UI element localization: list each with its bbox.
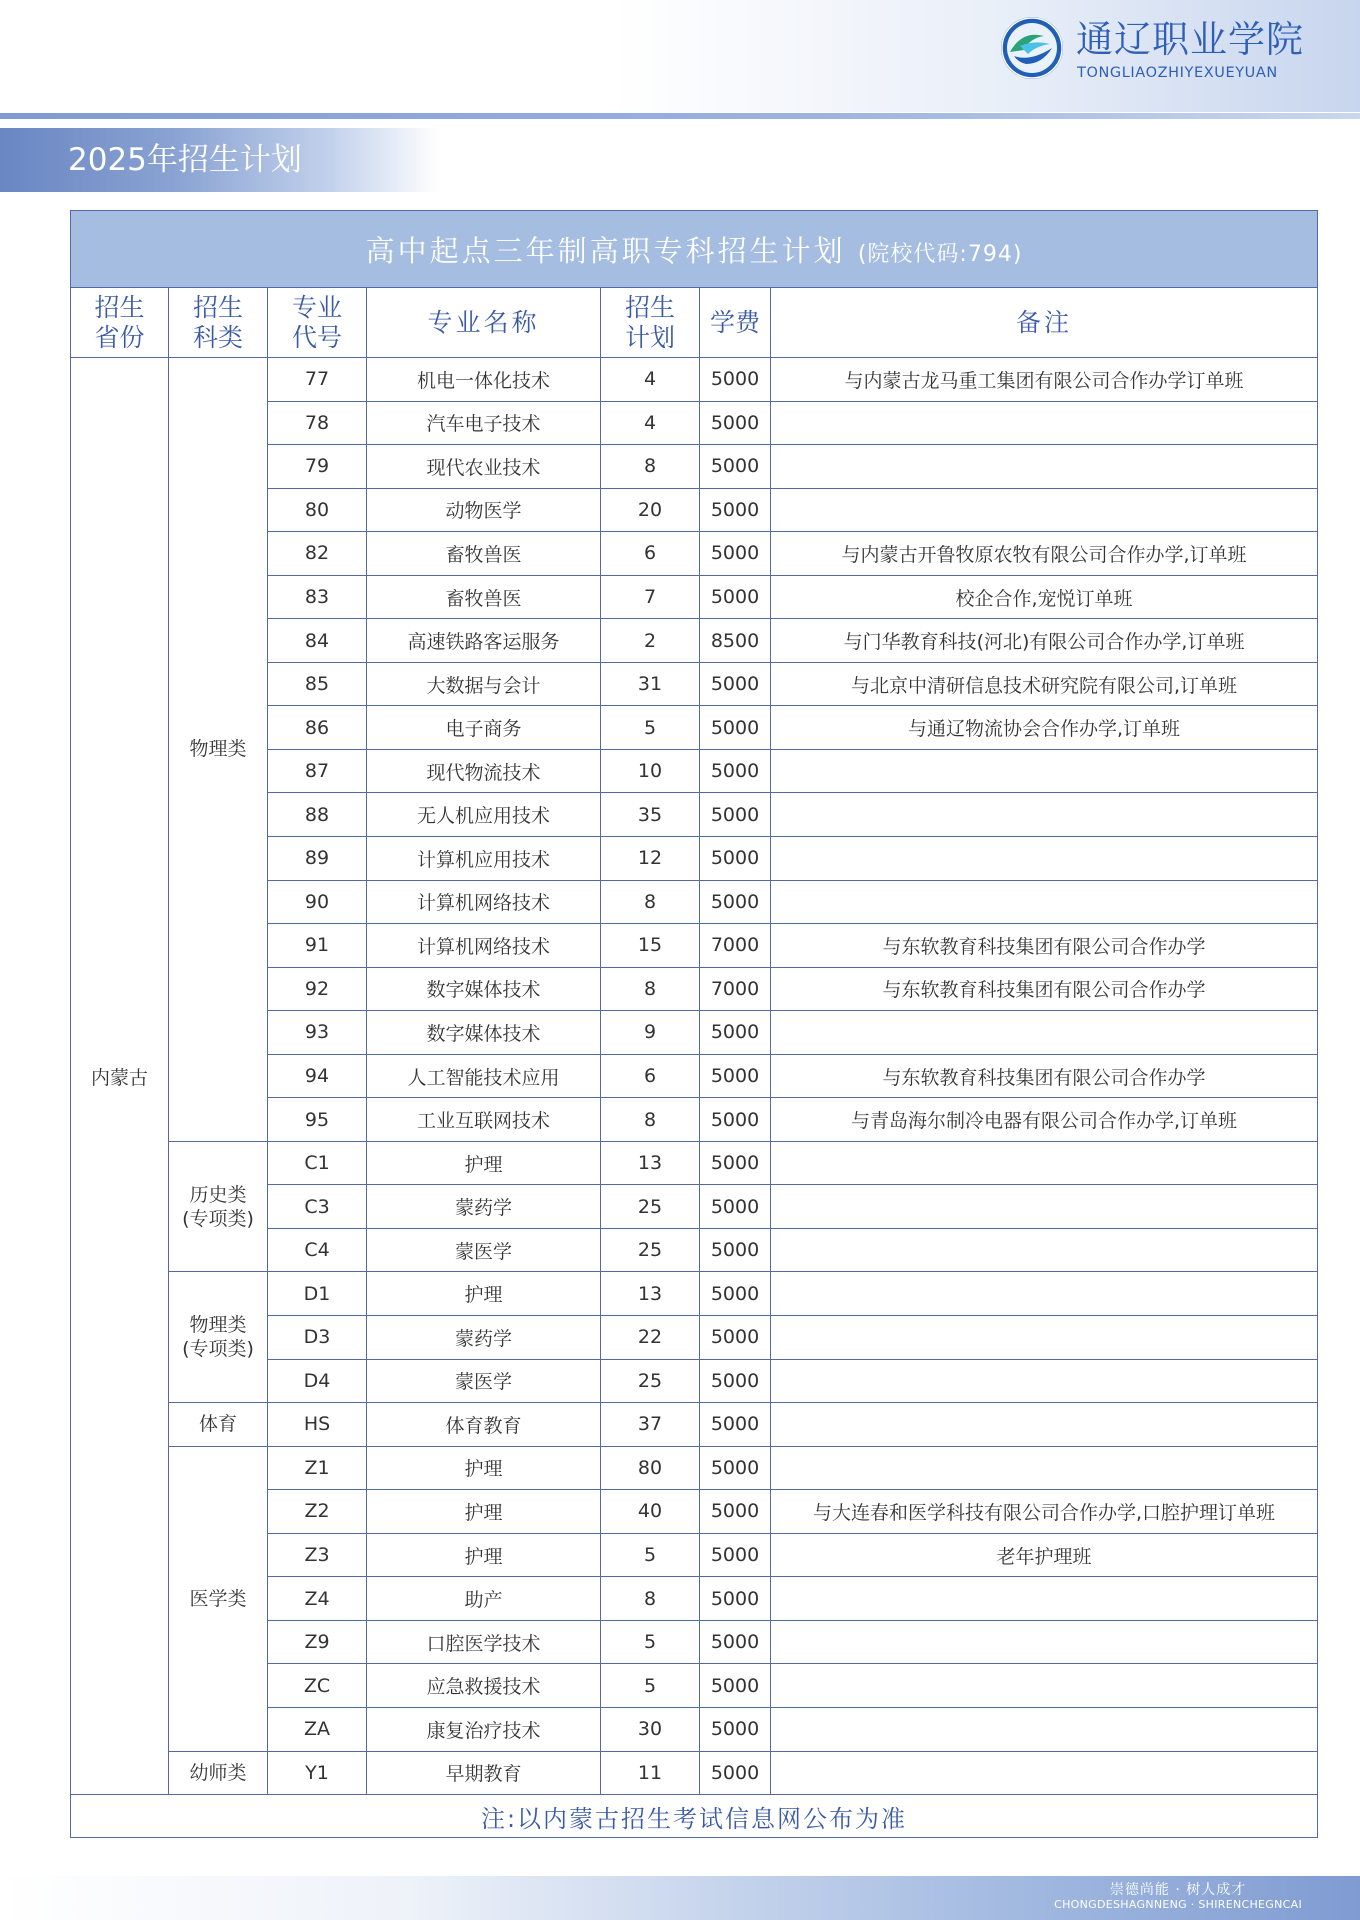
major-name-cell: 现代农业技术 [367,445,601,489]
major-code-cell: 92 [268,967,367,1011]
major-code-cell: Z1 [268,1446,367,1490]
tuition-cell: 7000 [700,967,771,1011]
major-code-cell: C4 [268,1228,367,1272]
tuition-cell: 5000 [700,401,771,445]
tuition-cell: 5000 [700,1533,771,1577]
major-name-cell: 康复治疗技术 [367,1707,601,1751]
tuition-cell: 5000 [700,1446,771,1490]
major-code-cell: ZA [268,1707,367,1751]
major-name-cell: 口腔医学技术 [367,1620,601,1664]
remark-cell [771,1359,1318,1403]
category-label: (专项类) [182,1207,254,1230]
header-plan-count: 招生计划 [601,288,700,358]
plan-count-cell: 9 [601,1011,700,1055]
table-row [71,358,1318,402]
major-name-cell: 蒙药学 [367,1316,601,1360]
major-code-cell: 84 [268,619,367,663]
tuition-cell: 5000 [700,1141,771,1185]
header-major-code: 专业代号 [268,288,367,358]
plan-count-cell: 12 [601,837,700,881]
remark-cell: 与大连春和医学科技有限公司合作办学,口腔护理订单班 [771,1490,1318,1534]
plan-count-cell: 13 [601,1272,700,1316]
plan-count-cell: 5 [601,1664,700,1708]
remark-cell [771,445,1318,489]
college-emblem-icon [1000,16,1064,80]
header-tuition: 学费 [700,288,771,358]
college-code-note: (院校代码:794) [857,241,1023,267]
tuition-cell: 8500 [700,619,771,663]
remark-cell [771,1446,1318,1490]
major-code-cell: D1 [268,1272,367,1316]
table-footnote: 注:以内蒙古招生考试信息网公布为准 [71,1795,1318,1838]
major-code-cell: Z9 [268,1620,367,1664]
plan-count-cell: 20 [601,488,700,532]
remark-cell [771,1707,1318,1751]
plan-count-cell: 40 [601,1490,700,1534]
major-code-cell: Y1 [268,1751,367,1795]
major-code-cell: ZC [268,1664,367,1708]
table-footnote-row [71,1795,1318,1838]
major-code-cell: 87 [268,749,367,793]
tuition-cell: 5000 [700,1751,771,1795]
tuition-cell: 5000 [700,793,771,837]
plan-count-cell: 8 [601,880,700,924]
plan-count-cell: 22 [601,1316,700,1360]
remark-cell [771,1577,1318,1621]
major-name-cell: 体育教育 [367,1403,601,1447]
major-code-cell: 91 [268,924,367,968]
remark-cell [771,1228,1318,1272]
remark-cell [771,1011,1318,1055]
tuition-cell: 7000 [700,924,771,968]
major-code-cell: 88 [268,793,367,837]
major-name-cell: 护理 [367,1533,601,1577]
plan-count-cell: 7 [601,575,700,619]
tuition-cell: 5000 [700,532,771,576]
major-code-cell: 80 [268,488,367,532]
major-code-cell: 94 [268,1054,367,1098]
plan-count-cell: 5 [601,706,700,750]
major-name-cell: 护理 [367,1141,601,1185]
plan-count-cell: 31 [601,662,700,706]
tuition-cell: 5000 [700,1228,771,1272]
major-name-cell: 应急救援技术 [367,1664,601,1708]
plan-count-cell: 15 [601,924,700,968]
major-name-cell: 工业互联网技术 [367,1098,601,1142]
category-cell [169,358,268,1142]
plan-count-cell: 8 [601,967,700,1011]
slogan-cn: 崇德尚能 · 树人成才 [1109,1882,1247,1898]
major-code-cell: 93 [268,1011,367,1055]
plan-count-cell: 25 [601,1359,700,1403]
major-name-cell: 护理 [367,1272,601,1316]
category-cell [169,1141,268,1272]
major-code-cell: Z4 [268,1577,367,1621]
header-major-name: 专业名称 [367,288,601,358]
category-label: 物理类 [189,1314,247,1337]
remark-cell [771,1664,1318,1708]
plan-count-cell: 5 [601,1620,700,1664]
remark-cell: 与东软教育科技集团有限公司合作办学 [771,924,1318,968]
tuition-cell: 5000 [700,1272,771,1316]
tuition-cell: 5000 [700,662,771,706]
major-name-cell: 护理 [367,1490,601,1534]
major-code-cell: 79 [268,445,367,489]
major-code-cell: 78 [268,401,367,445]
enrollment-plan-table [70,210,1318,1838]
remark-cell [771,401,1318,445]
major-name-cell: 动物医学 [367,488,601,532]
remark-cell [771,749,1318,793]
major-code-cell: 90 [268,880,367,924]
major-name-cell: 高速铁路客运服务 [367,619,601,663]
plan-count-cell: 6 [601,1054,700,1098]
tuition-cell: 5000 [700,1664,771,1708]
plan-count-cell: 13 [601,1141,700,1185]
category-label: (专项类) [182,1338,254,1361]
category-cell [169,1403,268,1447]
remark-cell [771,880,1318,924]
major-name-cell: 电子商务 [367,706,601,750]
category-label: 物理类 [189,738,247,761]
category-cell [169,1272,268,1403]
tuition-cell: 5000 [700,358,771,402]
category-cell [169,1751,268,1795]
major-code-cell: Z2 [268,1490,367,1534]
remark-cell: 与内蒙古开鲁牧原农牧有限公司合作办学,订单班 [771,532,1318,576]
category-label: 历史类 [189,1183,247,1206]
footer-slogan [1054,1882,1302,1911]
tuition-cell: 5000 [700,1620,771,1664]
tuition-cell: 5000 [700,1185,771,1229]
remark-cell [771,1620,1318,1664]
remark-cell: 校企合作,宠悦订单班 [771,575,1318,619]
remark-cell [771,1185,1318,1229]
major-name-cell: 数字媒体技术 [367,1011,601,1055]
major-name-cell: 蒙药学 [367,1185,601,1229]
major-code-cell: C1 [268,1141,367,1185]
major-code-cell: 77 [268,358,367,402]
remark-cell [771,1403,1318,1447]
major-code-cell: D4 [268,1359,367,1403]
plan-count-cell: 2 [601,619,700,663]
tuition-cell: 5000 [700,1054,771,1098]
major-name-cell: 人工智能技术应用 [367,1054,601,1098]
table-title [71,211,1318,288]
plan-count-cell: 30 [601,1707,700,1751]
plan-count-cell: 8 [601,445,700,489]
tuition-cell: 5000 [700,1577,771,1621]
table-row [71,1272,1318,1316]
tuition-cell: 5000 [700,1490,771,1534]
slogan-en: CHONGDESHAGNNENG · SHIRENCHEGNCAI [1054,1898,1302,1911]
major-name-cell: 蒙医学 [367,1359,601,1403]
remark-cell: 与内蒙古龙马重工集团有限公司合作办学订单班 [771,358,1318,402]
tuition-cell: 5000 [700,880,771,924]
major-code-cell: 83 [268,575,367,619]
table-header-row [71,288,1318,358]
section-title: 2025年招生计划 [68,142,302,178]
major-code-cell: 95 [268,1098,367,1142]
tuition-cell: 5000 [700,1359,771,1403]
plan-count-cell: 11 [601,1751,700,1795]
major-name-cell: 计算机网络技术 [367,880,601,924]
major-code-cell: 82 [268,532,367,576]
major-code-cell: C3 [268,1185,367,1229]
major-name-cell: 早期教育 [367,1751,601,1795]
province-cell: 内蒙古 [71,358,169,1795]
table-title-text: 高中起点三年制高职专科招生计划 [365,233,846,268]
major-name-cell: 蒙医学 [367,1228,601,1272]
major-code-cell: HS [268,1403,367,1447]
plan-count-cell: 8 [601,1577,700,1621]
remark-cell: 与东软教育科技集团有限公司合作办学 [771,967,1318,1011]
table-title-row [71,211,1318,288]
major-name-cell: 大数据与会计 [367,662,601,706]
plan-count-cell: 25 [601,1185,700,1229]
remark-cell [771,837,1318,881]
remark-cell: 与门华教育科技(河北)有限公司合作办学,订单班 [771,619,1318,663]
major-code-cell: D3 [268,1316,367,1360]
tuition-cell: 5000 [700,488,771,532]
tuition-cell: 5000 [700,1098,771,1142]
plan-count-cell: 5 [601,1533,700,1577]
tuition-cell: 5000 [700,1011,771,1055]
header-category: 招生科类 [169,288,268,358]
tuition-cell: 5000 [700,1403,771,1447]
category-cell [169,1446,268,1751]
category-label: 医学类 [189,1587,247,1610]
major-code-cell: 85 [268,662,367,706]
tuition-cell: 5000 [700,575,771,619]
plan-count-cell: 8 [601,1098,700,1142]
table-row [71,1141,1318,1185]
tuition-cell: 5000 [700,445,771,489]
plan-count-cell: 4 [601,401,700,445]
header-remarks: 备注 [771,288,1318,358]
tuition-cell: 5000 [700,1707,771,1751]
major-name-cell: 现代物流技术 [367,749,601,793]
plan-count-cell: 37 [601,1403,700,1447]
table-row [71,1403,1318,1447]
header-province: 招生省份 [71,288,169,358]
remark-cell [771,1272,1318,1316]
remark-cell: 与通辽物流协会合作办学,订单班 [771,706,1318,750]
plan-count-cell: 4 [601,358,700,402]
table-row [71,1751,1318,1795]
tuition-cell: 5000 [700,749,771,793]
major-name-cell: 汽车电子技术 [367,401,601,445]
remark-cell [771,1141,1318,1185]
remark-cell: 与青岛海尔制冷电器有限公司合作办学,订单班 [771,1098,1318,1142]
major-name-cell: 计算机应用技术 [367,837,601,881]
major-code-cell: 89 [268,837,367,881]
remark-cell: 与东软教育科技集团有限公司合作办学 [771,1054,1318,1098]
tuition-cell: 5000 [700,706,771,750]
tuition-cell: 5000 [700,837,771,881]
tuition-cell: 5000 [700,1316,771,1360]
major-name-cell: 畜牧兽医 [367,532,601,576]
category-label: 幼师类 [189,1761,247,1784]
remark-cell [771,1751,1318,1795]
major-name-cell: 护理 [367,1446,601,1490]
plan-count-cell: 80 [601,1446,700,1490]
category-label: 体育 [198,1413,237,1436]
major-name-cell: 计算机网络技术 [367,924,601,968]
plan-count-cell: 35 [601,793,700,837]
major-name-cell: 数字媒体技术 [367,967,601,1011]
header-divider [0,113,1360,119]
major-name-cell: 无人机应用技术 [367,793,601,837]
remark-cell: 老年护理班 [771,1533,1318,1577]
remark-cell [771,1316,1318,1360]
major-name-cell: 机电一体化技术 [367,358,601,402]
plan-count-cell: 10 [601,749,700,793]
remark-cell: 与北京中清研信息技术研究院有限公司,订单班 [771,662,1318,706]
remark-cell [771,793,1318,837]
college-name-en: TONGLIAOZHIYEXUEYUAN [1077,65,1278,81]
major-code-cell: Z3 [268,1533,367,1577]
plan-count-cell: 25 [601,1228,700,1272]
remark-cell [771,488,1318,532]
major-name-cell: 畜牧兽医 [367,575,601,619]
college-name-cn: 通辽职业学院 [1076,18,1304,61]
college-logo [1000,16,1330,86]
major-code-cell: 86 [268,706,367,750]
table-row [71,1446,1318,1490]
major-name-cell: 助产 [367,1577,601,1621]
plan-count-cell: 6 [601,532,700,576]
